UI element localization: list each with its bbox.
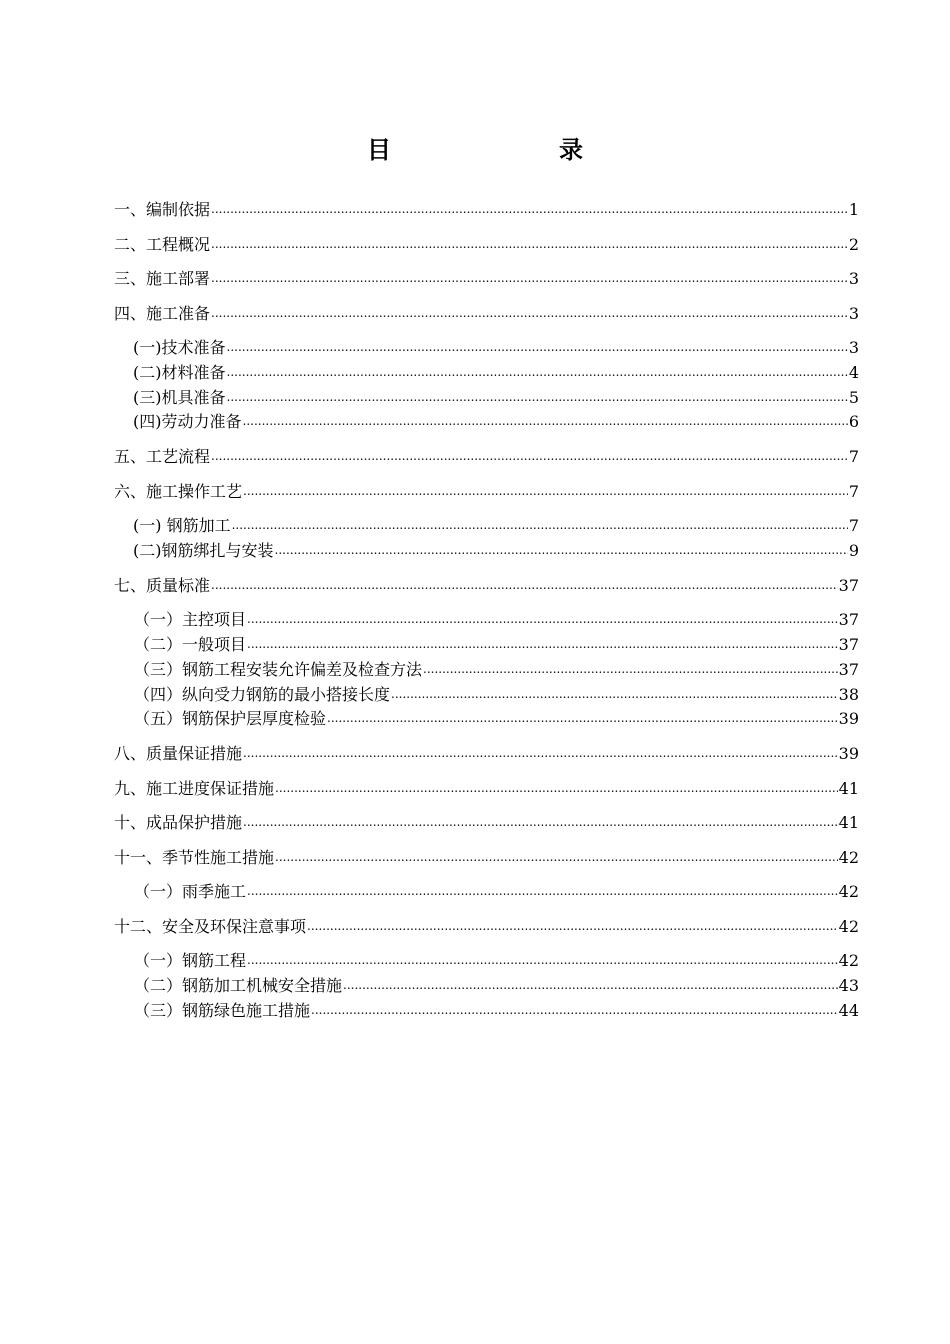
toc-entry	[134, 633, 859, 657]
toc-entry	[114, 811, 859, 835]
toc-entry-label: 八、质量保证措施	[114, 744, 243, 763]
toc-entry-label: （五）钢筋保护层厚度检验	[134, 709, 327, 728]
toc-entry	[114, 233, 859, 257]
toc-entry	[134, 707, 859, 731]
toc-entry	[134, 880, 859, 904]
toc-entry-label: (一) 钢筋加工	[133, 516, 231, 535]
toc-entry-page: 39	[838, 744, 859, 763]
toc-entry-page: 2	[848, 235, 859, 254]
toc-entry-label: 六、施工操作工艺	[114, 482, 243, 501]
toc-entry	[134, 949, 859, 973]
toc-leader-dots	[247, 947, 838, 972]
toc-entry	[114, 777, 859, 801]
toc-entry-label: 二、工程概况	[114, 235, 211, 254]
toc-entry-label: （二）一般项目	[134, 635, 247, 654]
toc-entry-label: (三)机具准备	[133, 388, 226, 407]
toc-leader-dots	[232, 512, 848, 537]
toc-entry	[134, 608, 859, 632]
toc-entry	[114, 445, 859, 469]
toc-entry-label: 五、工艺流程	[114, 447, 211, 466]
toc-leader-dots	[275, 775, 838, 800]
toc-entry	[114, 302, 859, 326]
toc-entry	[114, 480, 859, 504]
toc-entry-label: （三）钢筋绿色施工措施	[134, 1001, 311, 1020]
toc-leader-dots	[311, 997, 838, 1022]
toc-entry-page: 7	[848, 516, 859, 535]
toc-entry-label: (二)材料准备	[133, 363, 226, 382]
toc-entry-page: 5	[848, 388, 859, 407]
toc-entry-page: 42	[838, 882, 859, 901]
toc-entry-label: （一）钢筋工程	[134, 951, 247, 970]
toc-entry-page: 37	[838, 660, 859, 679]
toc-entry-page: 37	[838, 610, 859, 629]
toc-entry	[133, 539, 859, 563]
toc-entry-label: （一）雨季施工	[134, 882, 247, 901]
toc-leader-dots	[243, 740, 838, 765]
toc-leader-dots	[247, 878, 838, 903]
toc-entry-page: 38	[838, 685, 859, 704]
toc-entry-label: （一）主控项目	[134, 610, 247, 629]
toc-entry-page: 7	[848, 447, 859, 466]
toc-entry-page: 3	[848, 304, 859, 323]
toc-entry-label: 九、施工进度保证措施	[114, 779, 275, 798]
toc-entry-page: 37	[838, 635, 859, 654]
toc-leader-dots	[327, 705, 838, 730]
toc-entry-page: 39	[838, 709, 859, 728]
toc-entry-label: (二)钢筋绑扎与安装	[133, 541, 274, 560]
toc-entry	[114, 574, 859, 598]
toc-entry-label: 七、质量标准	[114, 576, 211, 595]
toc-entry-page: 3	[848, 269, 859, 288]
toc-entry-label: 十二、安全及环保注意事项	[114, 917, 307, 936]
toc-leader-dots	[423, 656, 838, 681]
toc-entry-page: 44	[838, 1001, 859, 1020]
toc-entry	[133, 386, 859, 410]
toc-leader-dots	[211, 300, 848, 325]
toc-leader-dots	[243, 478, 848, 503]
toc-entry-page: 1	[848, 200, 859, 219]
toc-entry-label: （二）钢筋加工机械安全措施	[134, 976, 343, 995]
toc-leader-dots	[307, 913, 838, 938]
toc-entry	[114, 846, 859, 870]
toc-leader-dots	[275, 537, 848, 562]
toc-leader-dots	[211, 265, 848, 290]
toc-entry-label: (四)劳动力准备	[133, 412, 242, 431]
toc-entry-label: 一、编制依据	[114, 200, 211, 219]
toc-entry-page: 3	[848, 338, 859, 357]
toc-entry	[114, 267, 859, 291]
toc-entry	[114, 198, 859, 222]
toc-leader-dots	[211, 231, 848, 256]
toc-entry-page: 4	[848, 363, 859, 382]
toc-entry-page: 9	[848, 541, 859, 560]
toc-entry-page: 42	[838, 917, 859, 936]
toc-entry	[114, 915, 859, 939]
toc-leader-dots	[211, 196, 848, 221]
toc-entry-page: 42	[838, 848, 859, 867]
toc-entry	[133, 410, 859, 434]
toc-leader-dots	[247, 631, 838, 656]
toc-leader-dots	[211, 443, 848, 468]
toc-entry-page: 41	[838, 779, 859, 798]
toc-entry-label: (一)技术准备	[133, 338, 226, 357]
toc-entry-page: 7	[848, 482, 859, 501]
toc-leader-dots	[247, 606, 838, 631]
toc-leader-dots	[227, 384, 848, 409]
toc-entry	[133, 361, 859, 385]
toc-entry-label: 三、施工部署	[114, 269, 211, 288]
toc-entry	[114, 742, 859, 766]
toc-entry	[134, 999, 859, 1023]
toc-entry-label: （四）纵向受力钢筋的最小搭接长度	[134, 685, 391, 704]
toc-leader-dots	[227, 359, 848, 384]
toc-leader-dots	[227, 334, 848, 359]
toc-entry-label: （三）钢筋工程安装允许偏差及检查方法	[134, 660, 423, 679]
toc-entry-page: 37	[838, 576, 859, 595]
toc-entry-page: 43	[838, 976, 859, 995]
toc-leader-dots	[391, 681, 838, 706]
toc-entry-label: 十一、季节性施工措施	[114, 848, 275, 867]
toc-entry	[133, 336, 859, 360]
toc-entry-label: 四、施工准备	[114, 304, 211, 323]
toc-leader-dots	[275, 844, 838, 869]
toc-leader-dots	[243, 408, 848, 433]
toc-entry	[134, 683, 859, 707]
toc-leader-dots	[343, 972, 838, 997]
toc-entry	[134, 974, 859, 998]
toc-leader-dots	[243, 809, 838, 834]
toc-leader-dots	[211, 572, 838, 597]
page-title: 目 录	[367, 135, 655, 164]
toc-entry-page: 6	[848, 412, 859, 431]
toc-entry-label: 十、成品保护措施	[114, 813, 243, 832]
toc-entry-page: 41	[838, 813, 859, 832]
toc-entry-page: 42	[838, 951, 859, 970]
toc-entry	[133, 514, 859, 538]
toc-entry	[134, 658, 859, 682]
